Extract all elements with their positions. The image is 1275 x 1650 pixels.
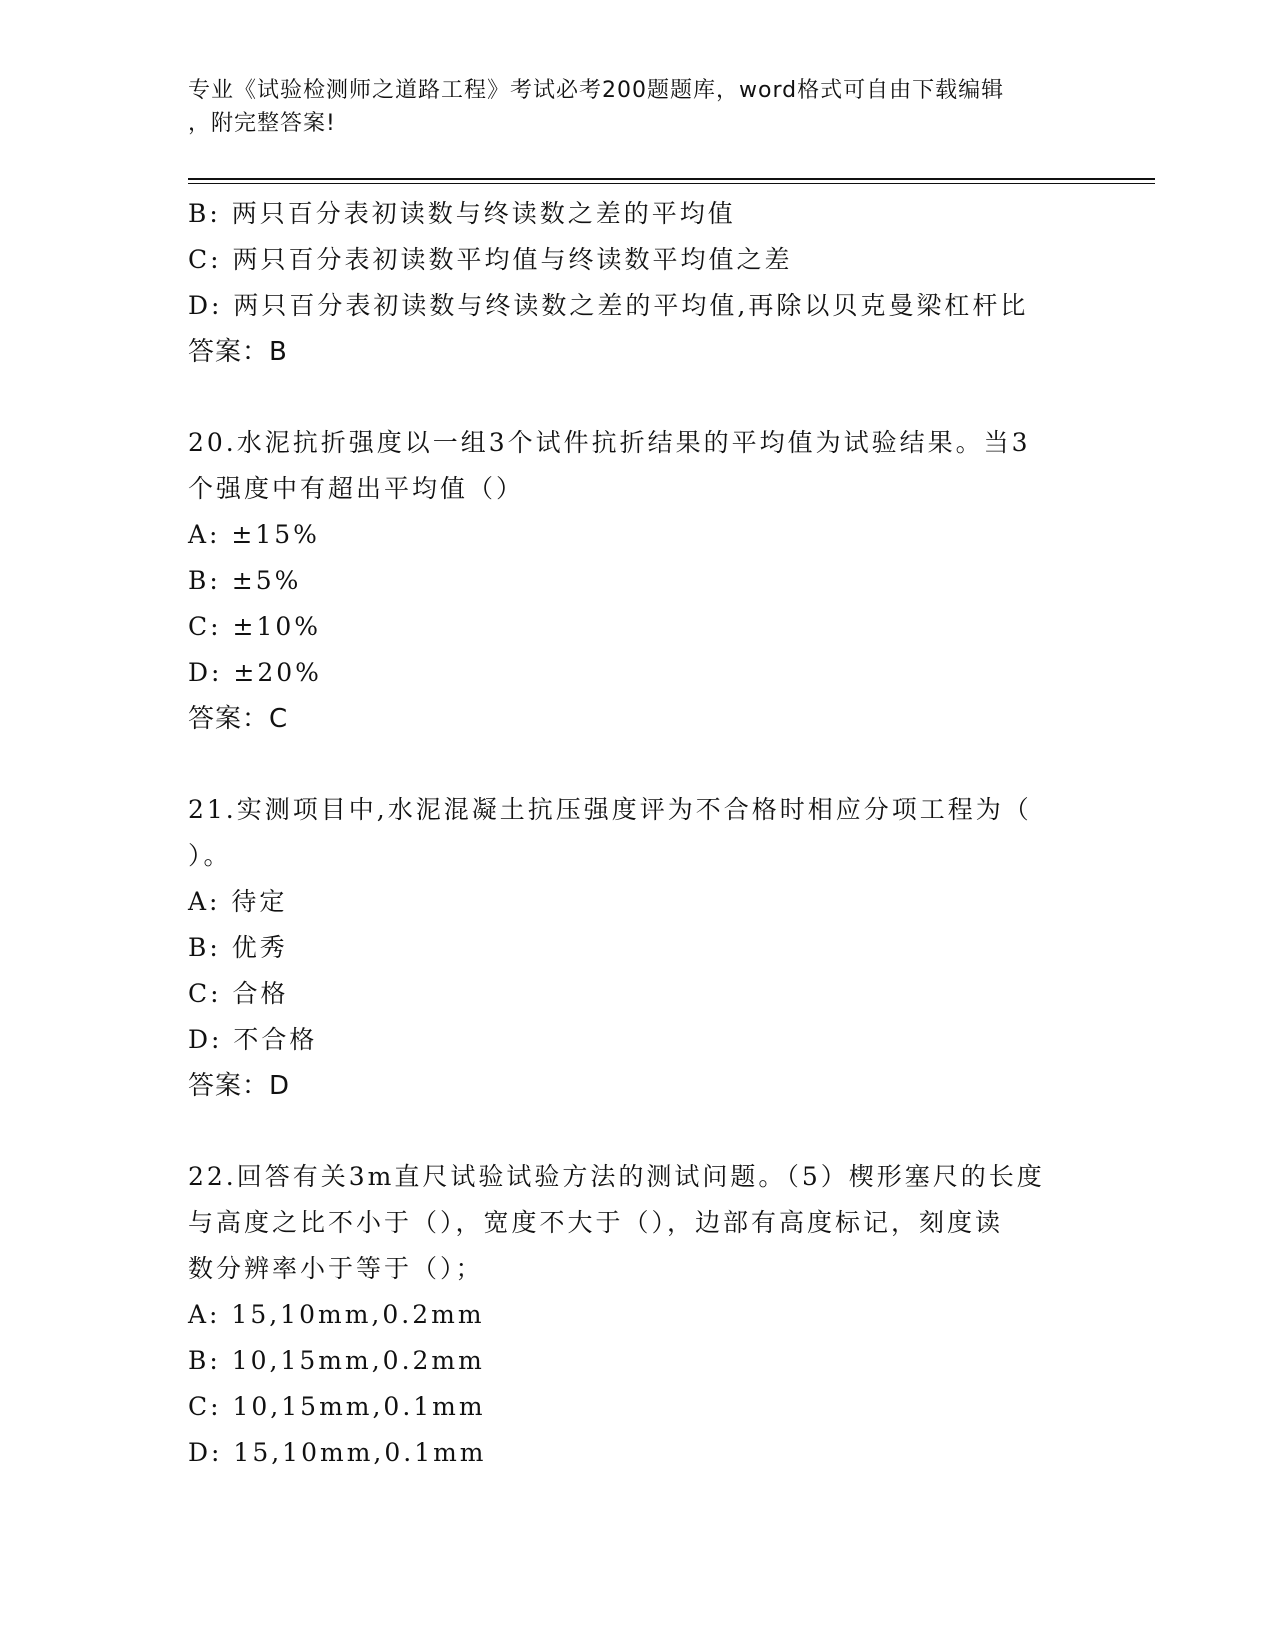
stem-line: 22.回答有关3m直尺试验试验方法的测试问题。（5）楔形塞尺的长度	[188, 1162, 1045, 1191]
answer-text: 答案：C	[188, 704, 289, 734]
stem-line: 与高度之比不小于（），宽度不大于（），边部有高度标记，刻度读	[188, 1208, 1004, 1237]
question-21	[188, 787, 1108, 1109]
spacer	[188, 375, 1108, 420]
option-a: A: 待定	[188, 887, 288, 916]
question-stem	[188, 420, 1108, 512]
header-rule-thin	[188, 183, 1155, 184]
option-d: D: 不合格	[188, 1025, 318, 1054]
question-stem	[188, 787, 1108, 879]
document-body	[188, 191, 1108, 1476]
stem-line: 20.水泥抗折强度以一组3个试件抗折结果的平均值为试验结果。当3	[188, 428, 1031, 457]
option-a: A: 15,10mm,0.2mm	[188, 1300, 485, 1329]
options-list	[188, 512, 1108, 696]
options-list	[188, 1292, 1108, 1476]
options-list	[188, 191, 1108, 329]
question-19-continued	[188, 191, 1108, 375]
option-d: D: 15,10mm,0.1mm	[188, 1438, 487, 1467]
option-c: C: ±10%	[188, 612, 322, 641]
answer-text: 答案：D	[188, 1071, 291, 1101]
option-b: B: 10,15mm,0.2mm	[188, 1346, 485, 1375]
question-stem	[188, 1154, 1108, 1292]
header-rule-thick	[188, 178, 1155, 180]
stem-line: 21.实测项目中,水泥混凝土抗压强度评为不合格时相应分项工程为（	[188, 795, 1032, 824]
spacer	[188, 1109, 1108, 1154]
stem-line: 个强度中有超出平均值（）	[188, 474, 525, 503]
option-a: A: ±15%	[188, 520, 320, 549]
header-line-1: 专业《试验检测师之道路工程》考试必考200题题库，word格式可自由下载编辑	[188, 78, 1005, 103]
page-header	[188, 74, 1068, 140]
option-b: B: ±5%	[188, 566, 302, 595]
option-c: C: 两只百分表初读数平均值与终读数平均值之差	[188, 245, 793, 274]
header-line-2: ，附完整答案!	[188, 111, 336, 136]
option-b: B: 两只百分表初读数与终读数之差的平均值	[188, 199, 736, 228]
answer-text: 答案：B	[188, 337, 288, 367]
option-b: B: 优秀	[188, 933, 288, 962]
spacer	[188, 742, 1108, 787]
stem-line: ）。	[188, 841, 232, 870]
option-c: C: 10,15mm,0.1mm	[188, 1392, 486, 1421]
option-d: D: ±20%	[188, 658, 322, 687]
stem-line: 数分辨率小于等于（）；	[188, 1254, 484, 1283]
option-d: D: 两只百分表初读数与终读数之差的平均值,再除以贝克曼梁杠杆比	[188, 291, 1029, 320]
question-22	[188, 1154, 1108, 1476]
question-20	[188, 420, 1108, 742]
options-list	[188, 879, 1108, 1063]
option-c: C: 合格	[188, 979, 289, 1008]
